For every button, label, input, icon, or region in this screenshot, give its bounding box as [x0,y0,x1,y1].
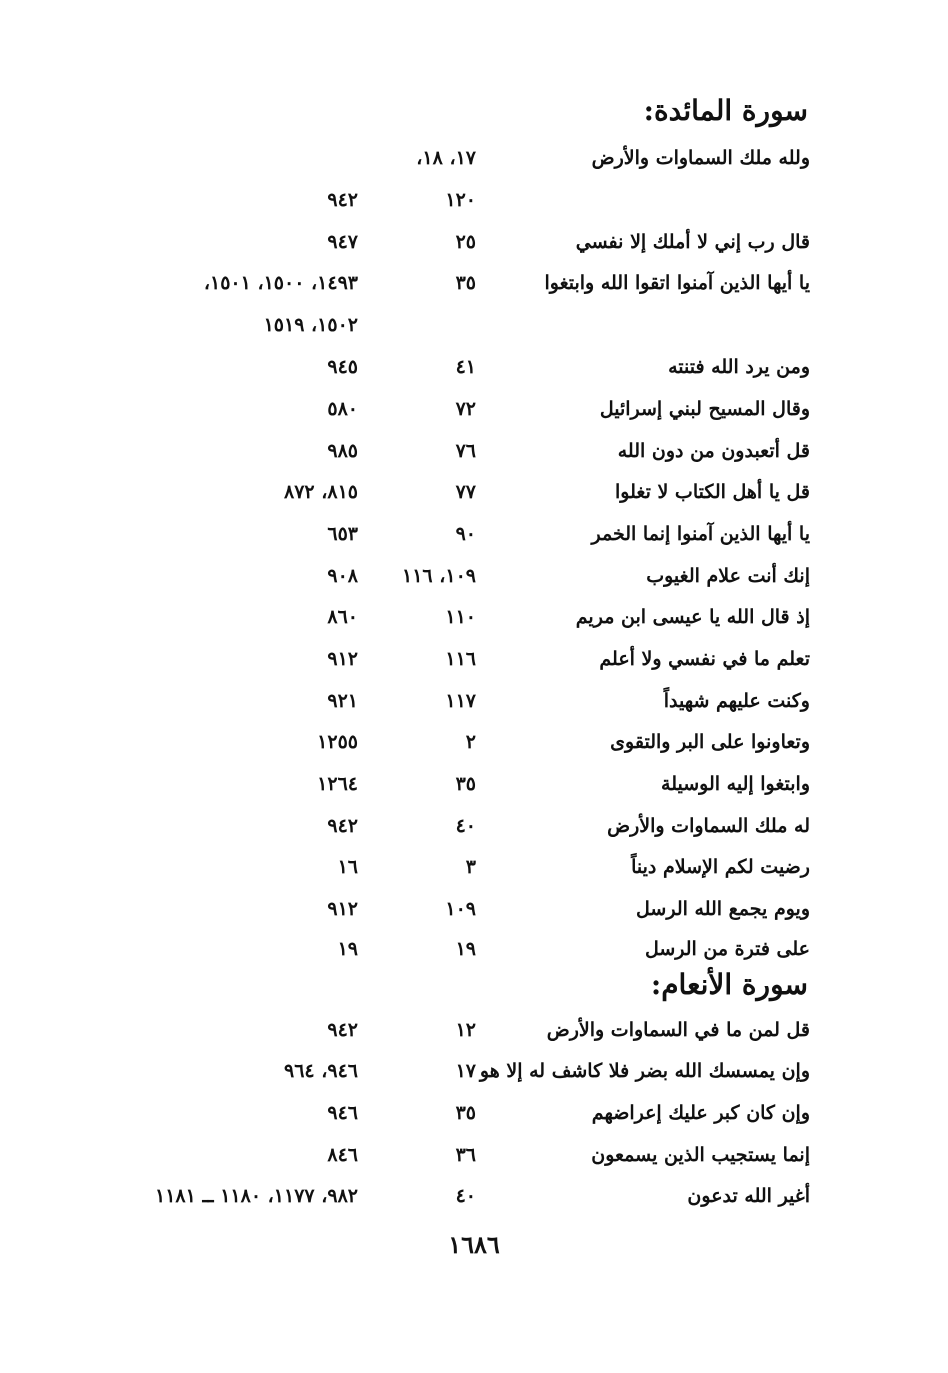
page-refs: ٩٨٥ [327,440,358,462]
page-refs: ٩٤٢ [327,189,358,211]
page-refs: ٨٦٠ [327,606,358,628]
ayah-number: ١١٠ [445,606,476,628]
ayah-number: ١١٦ [445,648,476,670]
verse-text: رضيت لكم الإسلام ديناً [631,856,810,878]
section-heading-al-anam: سورة الأنعام: [650,968,808,1001]
verse-text: تعلم ما في نفسي ولا أعلم [599,648,810,670]
page-refs: ١٤٩٣، ١٥٠٠، ١٥٠١، [203,272,358,294]
index-row [0,1013,948,1047]
verse-text: وقال المسيح لبني إسرائيل [599,398,810,420]
verse-text: وإن يمسسك الله بضر فلا كاشف له إلا هو [479,1060,810,1082]
verse-text: ويوم يجمع الله الرسل [636,898,810,920]
index-row [0,475,948,509]
page-refs: ٦٥٣ [327,523,358,545]
ayah-number: ١٢ [455,1019,476,1041]
verse-text: قل لمن ما في السماوات والأرض [546,1019,810,1041]
page-refs: ١٢٦٤ [317,773,358,795]
index-row [0,1054,948,1088]
ayah-number: ٧٦ [455,440,476,462]
verse-text: قال رب إني لا أملك إلا نفسي [575,231,810,253]
verse-text: إنما يستجيب الذين يسمعون [591,1144,810,1166]
verse-text: وتعاونوا على البر والتقوى [610,731,810,753]
ayah-number: ١١٧ [445,690,476,712]
ayah-number: ٢ [465,731,476,753]
page-refs: ٩٤٢ [327,815,358,837]
verse-text: وكنت عليهم شهيداً [663,690,810,712]
index-row [0,1138,948,1172]
index-row [0,225,948,259]
page-refs: ١٩ [337,938,358,960]
index-row [0,434,948,468]
page-refs: ٩١٢ [327,648,358,670]
index-row [0,684,948,718]
ayah-number: ٧٢ [455,398,476,420]
page-refs: ٩٤٦ [327,1102,358,1124]
ayah-number: ١٢٠ [445,189,476,211]
ayah-number: ٣٥ [455,272,476,294]
verse-text: وإن كان كبر عليك إعراضهم [591,1102,810,1124]
page-refs: ٨٤٦ [327,1144,358,1166]
ayah-number: ١٠٩ [445,898,476,920]
ayah-number: ١٠٩، ١١٦ [402,565,476,587]
page-refs: ١٦ [337,856,358,878]
index-row [0,308,948,342]
ayah-number: ٣ [465,856,476,878]
verse-text: ولله ملك السماوات والأرض [591,147,810,169]
page-refs: ١٥٠٢، ١٥١٩ [263,314,358,336]
ayah-number: ٧٧ [455,481,476,503]
ayah-number: ٣٥ [455,1102,476,1124]
verse-text: قل أتعبدون من دون الله [617,440,810,462]
verse-text: ومن يرد الله فتنته [668,356,810,378]
ayah-number: ١٧ [455,1060,476,1082]
index-row [0,350,948,384]
index-row [0,183,948,217]
verse-text: يا أيها الذين آمنوا اتقوا الله وابتغوا [544,272,810,294]
verse-text: يا أيها الذين آمنوا إنما الخمر [591,523,810,545]
index-row [0,850,948,884]
ayah-number: ١٩ [455,938,476,960]
index-row [0,932,948,966]
index-row [0,600,948,634]
ayah-number: ٩٠ [455,523,476,545]
index-row [0,517,948,551]
index-row [0,642,948,676]
ayah-number: ٢٥ [455,231,476,253]
verse-text: إنك أنت علام الغيوب [646,565,810,587]
page-refs: ٥٨٠ [327,398,358,420]
verse-text: قل يا أهل الكتاب لا تغلوا [615,481,810,503]
index-row [0,725,948,759]
ayah-number: ١٧، ١٨، [416,147,476,169]
index-row [0,141,948,175]
page-refs: ٩٤٢ [327,1019,358,1041]
ayah-number: ٤٠ [455,815,476,837]
index-row [0,1179,948,1213]
index-row [0,559,948,593]
verse-text: له ملك السماوات والأرض [607,815,810,837]
ayah-number: ٤٠ [455,1185,476,1207]
verse-text: وابتغوا إليه الوسيلة [661,773,810,795]
page-refs: ٩٢١ [327,690,358,712]
index-row [0,1096,948,1130]
page-refs: ٩٠٨ [327,565,358,587]
index-row [0,266,948,300]
page-number: ١٦٨٦ [448,1230,500,1259]
index-row [0,392,948,426]
verse-text: أغير الله تدعون [687,1185,810,1207]
page-refs: ٩١٢ [327,898,358,920]
index-row [0,767,948,801]
page-refs: ٩٤٦، ٩٦٤ [284,1060,358,1082]
page-refs: ٨١٥، ٨٧٢ [284,481,358,503]
page-refs: ٩٤٧ [327,231,358,253]
section-heading-al-maidah: سورة المائدة: [643,94,808,127]
page-refs: ٩٤٥ [327,356,358,378]
page-refs: ١٢٥٥ [317,731,358,753]
ayah-number: ٣٦ [455,1144,476,1166]
page-refs: ٩٨٢، ١١٧٧، ١١٨٠ ــ ١١٨١ [155,1185,358,1207]
ayah-number: ٣٥ [455,773,476,795]
verse-text: على فترة من الرسل [644,938,810,960]
ayah-number: ٤١ [455,356,476,378]
index-row [0,892,948,926]
verse-text: إذ قال الله يا عيسى ابن مريم [575,606,810,628]
index-row [0,809,948,843]
